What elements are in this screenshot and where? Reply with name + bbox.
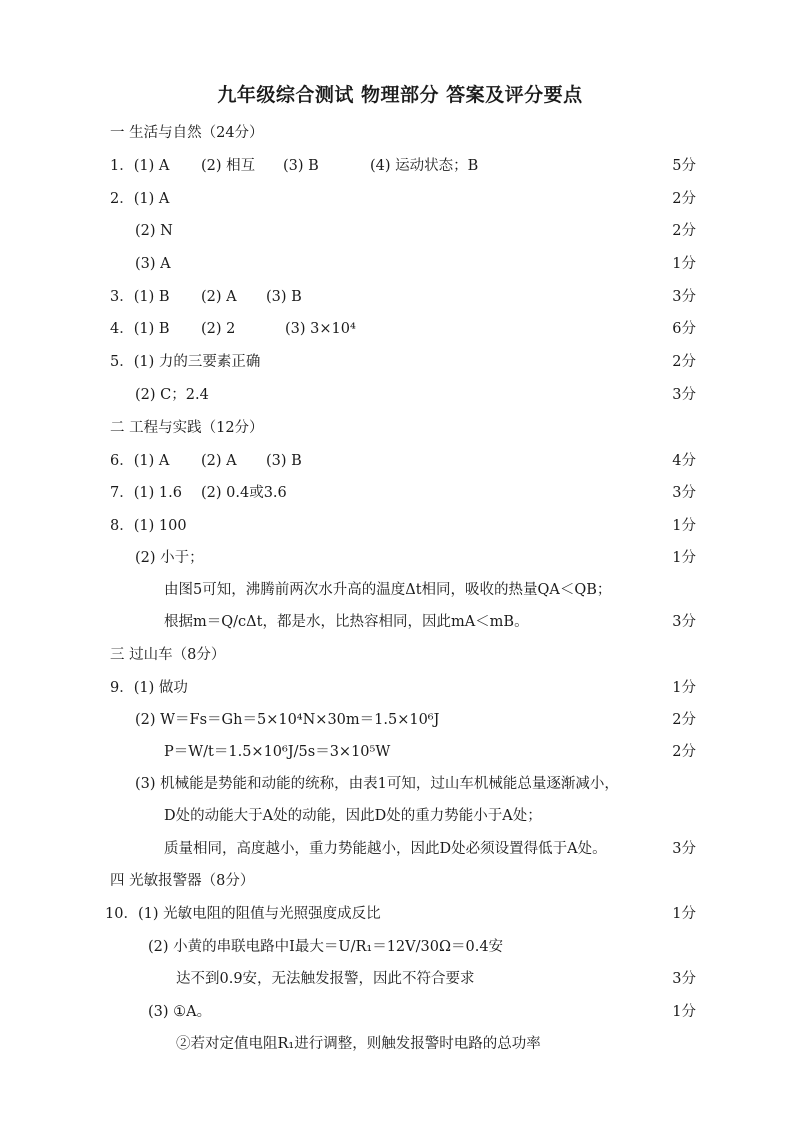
answer-text: 5．(1) 力的三要素正确 (110, 354, 261, 370)
answer-text: (2) N (135, 223, 173, 239)
score: 3分 (672, 289, 696, 305)
answer-part: 1．(1) A (110, 158, 170, 174)
answer-line (0, 676, 800, 700)
answer-text: (3) 机械能是势能和动能的统称，由表1可知，过山车机械能总量逐渐减小， (135, 776, 619, 792)
answer-text: (2) C；2.4 (135, 387, 209, 403)
answer-text: D处的动能大于A处的动能，因此D处的重力势能小于A处； (164, 808, 542, 824)
answer-text: (2) 小于； (135, 550, 204, 566)
answer-text: (2) 小黄的串联电路中I最大＝U/R₁＝12V/30Ω＝0.4安 (148, 939, 504, 955)
score: 5分 (672, 158, 696, 174)
answer-part: (2) 2 (201, 321, 236, 337)
answer-part: (3) B (266, 453, 302, 469)
answer-text: 根据m＝Q/cΔt，都是水，比热容相同，因此mA＜mB。 (164, 614, 529, 630)
answer-part: 7．(1) 1.6 (110, 485, 182, 501)
answer-text: 9．(1) 做功 (110, 680, 188, 696)
answer-line (0, 935, 800, 959)
answer-line (0, 514, 800, 538)
answer-line (0, 350, 800, 374)
answer-line (0, 708, 800, 732)
answer-part: (3) 3×10⁴ (285, 321, 356, 337)
answer-line (0, 481, 800, 505)
score: 2分 (672, 354, 696, 370)
answer-line (0, 154, 800, 178)
answer-line (0, 578, 800, 602)
score: 3分 (672, 614, 696, 630)
section-title: 三 过山车（8分） (110, 647, 226, 663)
score: 1分 (672, 550, 696, 566)
answer-part: 6．(1) A (110, 453, 170, 469)
score: 1分 (672, 518, 696, 534)
score: 4分 (672, 453, 696, 469)
answer-text: ②若对定值电阻R₁进行调整，则触发报警时电路的总功率 (176, 1036, 541, 1052)
answer-part: (2) 相互 (201, 158, 256, 174)
answer-line (0, 383, 800, 407)
score: 2分 (672, 744, 696, 760)
answer-part: (4) 运动状态；B (370, 158, 479, 174)
answer-line (0, 772, 800, 796)
answer-part: (2) 0.4或3.6 (201, 485, 287, 501)
score: 3分 (672, 387, 696, 403)
answer-text: 由图5可知，沸腾前两次水升高的温度Δt相同，吸收的热量QA＜QB； (164, 582, 612, 598)
score: 2分 (672, 191, 696, 207)
score: 2分 (672, 712, 696, 728)
answer-text: 达不到0.9安，无法触发报警，因此不符合要求 (176, 971, 475, 987)
answer-text: 质量相同，高度越小，重力势能越小，因此D处必须设置得低于A处。 (164, 841, 607, 857)
answer-line (0, 449, 800, 473)
score: 1分 (672, 906, 696, 922)
section-heading (0, 869, 800, 893)
score: 1分 (672, 256, 696, 272)
answer-line (0, 1000, 800, 1024)
score: 3分 (672, 841, 696, 857)
page-title: 九年级综合测试 物理部分 答案及评分要点 (217, 84, 583, 106)
score: 3分 (672, 971, 696, 987)
score: 1分 (672, 1004, 696, 1020)
answer-line (0, 967, 800, 991)
answer-text: 10．(1) 光敏电阻的阻值与光照强度成反比 (105, 906, 381, 922)
answer-text: 2．(1) A (110, 191, 170, 207)
answer-text: P＝W/t＝1.5×10⁶J/5s＝3×10⁵W (164, 744, 391, 760)
section-heading (0, 643, 800, 667)
answer-line (0, 1032, 800, 1056)
answer-part: (2) A (201, 289, 237, 305)
answer-part: 4．(1) B (110, 321, 170, 337)
answer-text: (2) W＝Fs＝Gh＝5×10⁴N×30m＝1.5×10⁶J (135, 712, 440, 728)
answer-line (0, 285, 800, 309)
answer-text: 8．(1) 100 (110, 518, 187, 534)
answer-part: 3．(1) B (110, 289, 170, 305)
answer-line (0, 219, 800, 243)
section-title: 四 光敏报警器（8分） (110, 873, 255, 889)
answer-line (0, 187, 800, 211)
answer-line (0, 902, 800, 926)
answer-text: (3) ①A。 (148, 1004, 212, 1020)
section-heading (0, 416, 800, 440)
answer-line (0, 317, 800, 341)
answer-line (0, 837, 800, 861)
answer-line (0, 546, 800, 570)
answer-part: (3) B (283, 158, 319, 174)
section-title: 一 生活与自然（24分） (110, 125, 264, 141)
answer-part: (2) A (201, 453, 237, 469)
section-title: 二 工程与实践（12分） (110, 420, 264, 436)
score: 6分 (672, 321, 696, 337)
answer-line (0, 804, 800, 828)
answer-line (0, 252, 800, 276)
answer-part: (3) B (266, 289, 302, 305)
answer-text: (3) A (135, 256, 171, 272)
answer-line (0, 610, 800, 634)
section-heading (0, 121, 800, 145)
score: 1分 (672, 680, 696, 696)
score: 2分 (672, 223, 696, 239)
score: 3分 (672, 485, 696, 501)
answer-line (0, 740, 800, 764)
